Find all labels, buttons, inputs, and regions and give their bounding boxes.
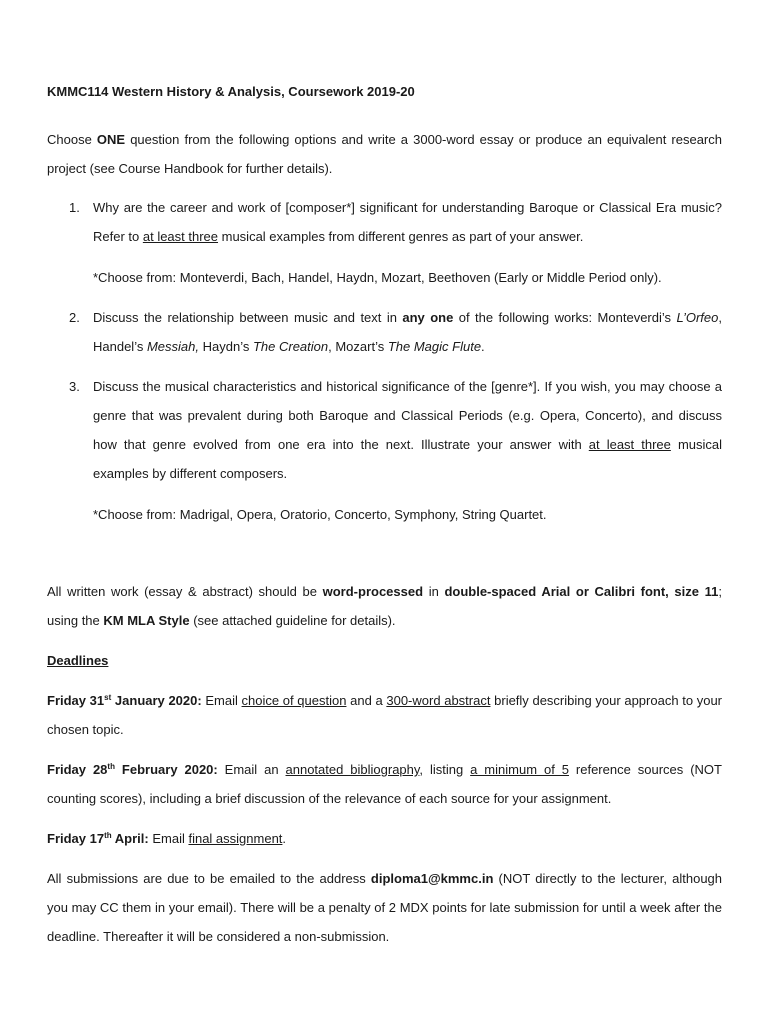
question-list xyxy=(47,193,722,529)
deadline-underlined: 300-word abstract xyxy=(386,693,491,708)
section-spacer xyxy=(47,540,722,577)
format-emphasis: KM MLA Style xyxy=(103,613,190,628)
deadlines-heading: Deadlines xyxy=(47,653,109,668)
submission-paragraph xyxy=(47,864,722,951)
question-note: *Choose from: Madrigal, Opera, Oratorio, Concerto, Symphony, String Quartet. xyxy=(93,507,547,522)
question-text-part: Discuss the musical characteristics and historical significance of the [genre*]. If you wish, you may choose a genre that was prevalent during both Baroque and Classical Periods (e.g. Opera, Concerto), and discuss how that genre evolved from one era into the next. Illustrate your answer with xyxy=(93,379,722,452)
coursework-document xyxy=(47,82,722,962)
intro-emphasis: ONE xyxy=(96,132,126,147)
deadline-underlined: a minimum of 5 xyxy=(470,762,569,777)
ordinal-suffix: th xyxy=(104,831,112,840)
deadline-date-part: February 2020: xyxy=(114,762,218,777)
deadline-date xyxy=(47,762,218,777)
question-text xyxy=(93,193,722,251)
ordinal-suffix: th xyxy=(107,762,115,771)
submission-text: All submissions are due to be emailed to the address xyxy=(47,871,371,886)
question-text-part: , Handel’s xyxy=(93,310,722,354)
intro-paragraph xyxy=(47,125,722,183)
question-number: 1. xyxy=(69,200,80,215)
deadline-item xyxy=(47,686,722,744)
format-text: in xyxy=(423,584,445,599)
intro-text: question from the following options and write a 3000-word essay or produce an equivalent research project (see Course Handbook for further details). xyxy=(47,132,722,176)
deadline-underlined: final assignment xyxy=(188,831,283,846)
deadline-text: reference sources (NOT counting scores), including a brief discussion of the relevance of each source for your assignment. xyxy=(47,762,722,806)
question-text-part: , Mozart’s xyxy=(328,339,388,354)
deadline-underlined: annotated bibliography xyxy=(285,762,420,777)
ordinal-suffix: st xyxy=(104,693,112,702)
work-title: The Creation xyxy=(252,339,329,354)
question-text-part: musical examples by different composers. xyxy=(93,437,723,481)
deadline-item xyxy=(47,755,722,813)
deadline-date xyxy=(47,831,149,846)
work-title: The Magic Flute xyxy=(387,339,482,354)
question-text-part: Haydn’s xyxy=(199,339,253,354)
intro-text: Choose xyxy=(47,132,97,147)
question-text-part: Why are the career and work of [composer*] significant for understanding Baroque or Classical Era music? Refer to xyxy=(93,200,722,244)
deadline-text: Email xyxy=(148,831,189,846)
question-item xyxy=(47,303,722,361)
deadline-date-part: Friday 28 xyxy=(47,762,108,777)
question-note: *Choose from: Monteverdi, Bach, Handel, Haydn, Mozart, Beethoven (Early or Middle Period only). xyxy=(93,270,662,285)
question-underlined: at least three xyxy=(588,437,671,452)
question-text-part: musical examples from different genres as part of your answer. xyxy=(218,229,584,244)
deadline-text: Email xyxy=(201,693,242,708)
format-text: All written work (essay & abstract) should be xyxy=(47,584,323,599)
submission-email: diploma1@kmmc.in xyxy=(370,871,494,886)
format-emphasis: double-spaced Arial or Calibri font, size 11 xyxy=(444,584,719,599)
deadline-item xyxy=(47,824,722,853)
format-emphasis: word-processed xyxy=(322,584,424,599)
work-title: L’Orfeo xyxy=(676,310,719,325)
deadline-date-part: Friday 17 xyxy=(47,831,105,846)
deadline-text: and a xyxy=(346,693,387,708)
question-item xyxy=(47,193,722,292)
work-title: Messiah, xyxy=(146,339,199,354)
deadline-text: Email an xyxy=(217,762,286,777)
deadline-date-part: January 2020: xyxy=(111,693,202,708)
question-underlined: at least three xyxy=(142,229,219,244)
deadline-date-part: April: xyxy=(111,831,149,846)
deadline-text: , listing xyxy=(419,762,471,777)
deadline-date-part: Friday 31 xyxy=(47,693,105,708)
deadline-underlined: choice of question xyxy=(241,693,347,708)
question-text xyxy=(93,372,722,488)
format-text: (see attached guideline for details). xyxy=(189,613,396,628)
format-paragraph xyxy=(47,577,722,635)
question-number: 2. xyxy=(69,310,80,325)
question-text-part: . xyxy=(481,339,485,354)
question-text-part: of the following works: Monteverdi’s xyxy=(453,310,677,325)
format-text: ; using the xyxy=(47,584,722,628)
question-text-part: Discuss the relationship between music and text in xyxy=(93,310,403,325)
submission-text: (NOT directly to the lecturer, although you may CC them in your email). There will be a penalty of 2 MDX points for late submission for until a week after the deadline. Thereafter it will be considered a non-submission. xyxy=(47,871,723,944)
question-item xyxy=(47,372,722,529)
deadline-text: . xyxy=(282,831,287,846)
question-text xyxy=(93,303,722,361)
question-emphasis: any one xyxy=(402,310,454,325)
document-title: KMMC114 Western History & Analysis, Coursework 2019-20 xyxy=(47,84,415,99)
question-number: 3. xyxy=(69,379,80,394)
deadline-text: briefly describing your approach to your chosen topic. xyxy=(47,693,722,737)
deadline-date xyxy=(47,693,202,708)
